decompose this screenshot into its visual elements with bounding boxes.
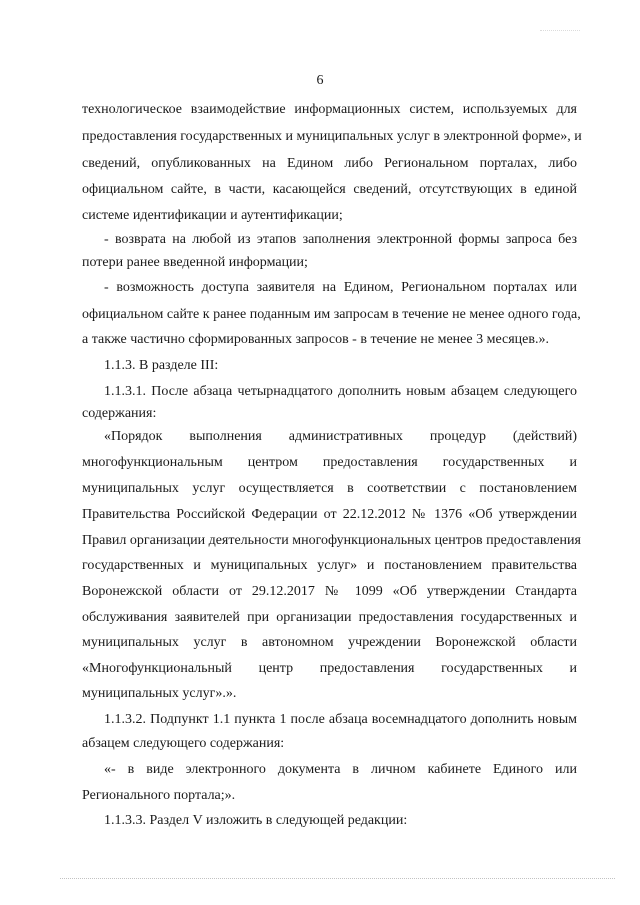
text-line-26: абзацем следующего содержания: <box>82 736 285 751</box>
text-line-7: потери ранее введенной информации; <box>82 255 308 270</box>
text-line-22: муниципальных услуг в автономном учреждении Воронежской области <box>82 635 577 650</box>
bottom-scan-mark <box>60 878 615 881</box>
text-line-11: 1.1.3. В разделе III: <box>104 358 219 373</box>
text-line-12: 1.1.3.1. После абзаца четырнадцатого дополнить новым абзацем следующего <box>104 384 577 399</box>
text-line-2: предоставления государственных и муниципальных услуг в электронной форме», и <box>82 129 582 144</box>
text-line-5: системе идентификации и аутентификации; <box>82 208 343 223</box>
text-line-4: официальном сайте, в части, касающейся сведений, отсутствующих в единой <box>82 182 577 197</box>
text-line-18: Правил организации деятельности многофункциональных центров предоставления <box>82 533 581 548</box>
text-line-10: а также частично сформированных запросов - в течение не менее 3 месяцев.». <box>82 332 549 347</box>
text-line-27: «- в виде электронного документа в личном кабинете Единого или <box>104 762 577 777</box>
text-line-3: сведений, опубликованных на Едином либо Региональном порталах, либо <box>82 156 577 171</box>
text-line-21: обслуживания заявителей при организации предоставления государственных и <box>82 610 577 625</box>
text-line-13: содержания: <box>82 406 157 421</box>
text-line-16: муниципальных услуг осуществляется в соответствии с постановлением <box>82 481 577 496</box>
corner-scan-mark <box>540 30 580 31</box>
text-line-20: Воронежской области от 29.12.2017 № 1099 «Об утверждении Стандарта <box>82 584 577 599</box>
text-line-8: - возможность доступа заявителя на Едином, Региональном порталах или <box>104 280 577 295</box>
text-line-29: 1.1.3.3. Раздел V изложить в следующей редакции: <box>104 813 408 828</box>
text-line-24: муниципальных услуг».». <box>82 686 237 701</box>
text-line-6: - возврата на любой из этапов заполнения электронной формы запроса без <box>104 232 577 247</box>
text-line-25: 1.1.3.2. Подпункт 1.1 пункта 1 после абзаца восемнадцатого дополнить новым <box>104 712 577 727</box>
page-number: 6 <box>316 73 324 88</box>
text-line-28: Регионального портала;». <box>82 788 236 803</box>
text-line-1: технологическое взаимодействие информационных систем, используемых для <box>82 102 577 117</box>
text-line-14: «Порядок выполнения административных процедур (действий) <box>104 429 577 444</box>
text-line-17: Правительства Российской Федерации от 22.12.2012 № 1376 «Об утверждении <box>82 507 577 522</box>
text-line-19: государственных и муниципальных услуг» и постановлением правительства <box>82 558 577 573</box>
text-line-23: «Многофункциональный центр предоставления государственных и <box>82 661 577 676</box>
text-line-15: многофункциональным центром предоставления государственных и <box>82 455 577 470</box>
text-line-9: официальном сайте к ранее поданным им запросам в течение не менее одного года, <box>82 307 581 322</box>
